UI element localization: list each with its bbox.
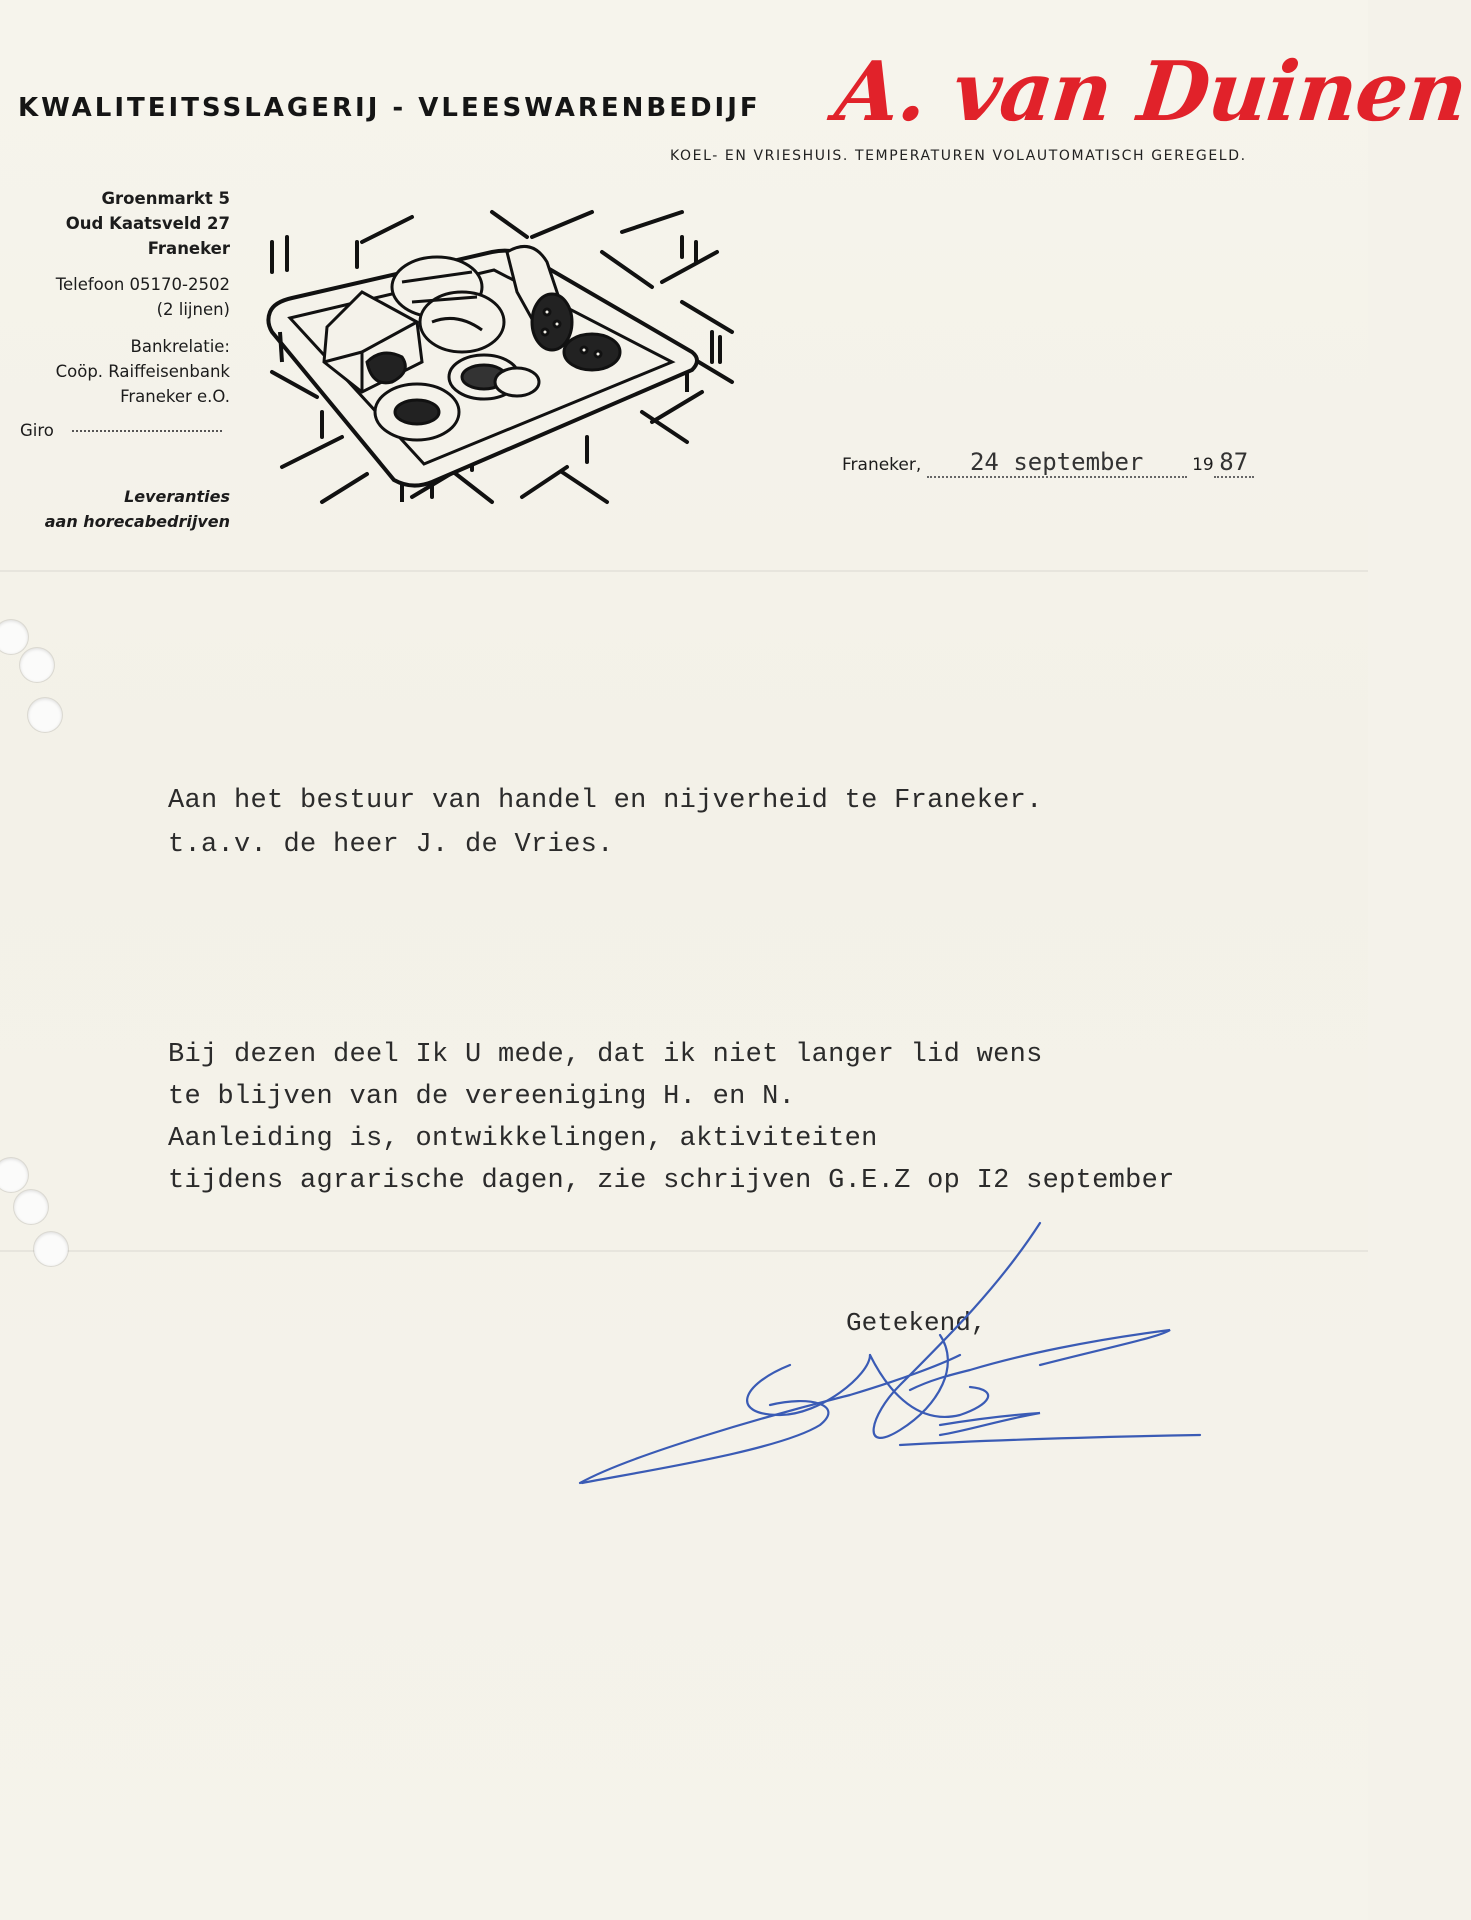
date-day-month-field: [927, 448, 1187, 478]
deliveries-note: [45, 484, 230, 534]
deliveries-line: Leveranties: [124, 487, 230, 506]
closing: Getekend,: [846, 1308, 987, 1338]
punch-hole: [28, 698, 62, 732]
punch-hole: [14, 1190, 48, 1224]
punch-hole: [0, 620, 28, 654]
meat-platter-icon: [262, 212, 742, 512]
company-phone: [56, 272, 230, 322]
punch-hole: [0, 1158, 28, 1192]
bank-place: Franeker e.O.: [120, 387, 230, 406]
punch-hole: [20, 648, 54, 682]
giro-field: [20, 421, 222, 440]
recipient-attention: t.a.v. de heer J. de Vries.: [168, 830, 614, 860]
giro-blank: [72, 430, 222, 432]
address-line: Oud Kaatsveld 27: [65, 214, 230, 233]
date-day-month: 24 september: [969, 448, 1144, 476]
bank-name: Coöp. Raiffeisenbank: [55, 362, 230, 381]
date-year-prefix: 19: [1192, 455, 1214, 475]
body-line: Bij dezen deel Ik U mede, dat ik niet langer lid wens: [168, 1040, 1043, 1070]
date-year-suffix: 87: [1219, 448, 1249, 476]
business-type-heading: KWALITEITSSLAGERIJ - VLEESWARENBEDIJF: [18, 93, 761, 123]
paper-fold: [0, 570, 1368, 572]
body-line: tijdens agrarische dagen, zie schrijven G.E.Z op I2 september: [168, 1166, 1175, 1196]
company-tagline: KOEL- EN VRIESHUIS. TEMPERATUREN VOLAUTOMATISCH GEREGELD.: [670, 148, 1247, 164]
phone-lines: (2 lijnen): [156, 300, 230, 319]
address-city: Franeker: [147, 239, 230, 258]
company-address: [66, 186, 230, 261]
deliveries-line: aan horecabedrijven: [44, 512, 230, 531]
body-line: Aanleiding is, ontwikkelingen, aktiviteiten: [168, 1124, 878, 1154]
body-line: te blijven van de vereeniging H. en N.: [168, 1082, 796, 1112]
date-year-field: [1214, 448, 1254, 478]
company-brand-logo: A. van Duinen: [830, 44, 1471, 140]
company-bank: [56, 334, 230, 409]
address-line: Groenmarkt 5: [101, 189, 230, 208]
bank-label: Bankrelatie:: [130, 337, 230, 356]
punch-hole: [34, 1232, 68, 1266]
handwritten-signature: [570, 1215, 1230, 1505]
date-place: Franeker,: [842, 455, 922, 475]
recipient-line: Aan het bestuur van handel en nijverheid te Franeker.: [168, 786, 1043, 816]
letter-date: [842, 448, 1254, 478]
phone-number: Telefoon 05170-2502: [55, 275, 230, 294]
giro-label: Giro: [20, 421, 54, 440]
